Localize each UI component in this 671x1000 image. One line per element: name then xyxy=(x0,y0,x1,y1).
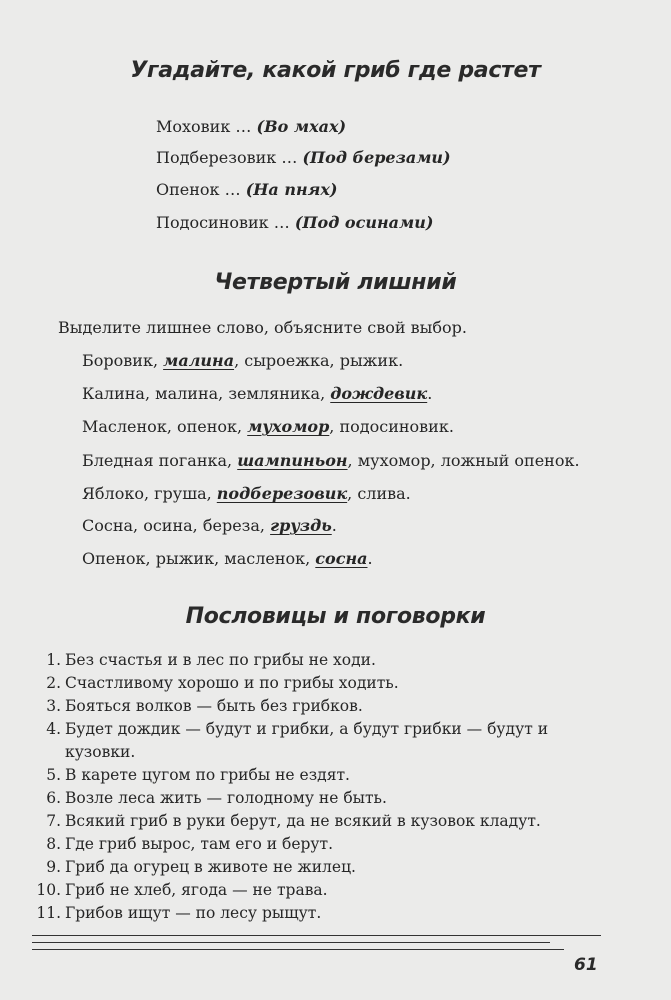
proverb-item: 2. Счастливому хорошо и по грибы ходить. xyxy=(30,673,399,693)
proverb-number: 10. xyxy=(36,881,61,899)
proverb-item: 8. Где гриб вырос, там его и берут. xyxy=(30,834,333,854)
odd-one-out-row: Масленок, опенок, мухомор, подосиновик. xyxy=(82,417,454,436)
guess-item: Подберезовик … (Под березами) xyxy=(156,148,451,167)
proverb-item: 6. Возле леса жить — голодному не быть. xyxy=(30,788,387,808)
section-title-odd-one-out: Четвертый лишний xyxy=(214,270,457,295)
guess-answer: (На пнях) xyxy=(245,180,338,199)
section-title-proverbs: Пословицы и поговорки xyxy=(185,604,486,629)
odd-word: мухомор xyxy=(247,417,330,436)
odd-one-out-row: Калина, малина, земляника, дождевик. xyxy=(82,384,433,403)
proverb-number: 1. xyxy=(46,651,61,669)
proverb-item: 9. Гриб да огурец в животе не жилец. xyxy=(30,857,356,877)
odd-word: шампиньон xyxy=(237,451,348,470)
proverb-number: 4. xyxy=(46,720,61,738)
odd-one-out-row: Бледная поганка, шампиньон, мухомор, ложный опенок. xyxy=(82,451,580,470)
proverb-number: 6. xyxy=(46,789,61,807)
proverb-number: 5. xyxy=(46,766,61,784)
odd-word: малина xyxy=(163,351,235,370)
proverb-number: 2. xyxy=(46,674,61,692)
odd-one-out-row: Опенок, рыжик, масленок, сосна. xyxy=(82,549,373,568)
odd-word: груздь xyxy=(270,516,332,535)
proverb-item: 11. Грибов ищут — по лесу рыщут. xyxy=(30,903,321,923)
proverb-item: 4. Будет дождик — будут и грибки, а будут грибки — будут и xyxy=(30,719,548,739)
proverb-item: 10. Гриб не хлеб, ягода — не трава. xyxy=(30,880,328,900)
odd-one-out-row: Сосна, осина, береза, груздь. xyxy=(82,516,337,535)
proverb-number: 11. xyxy=(36,904,61,922)
section-title-guess-mushroom: Угадайте, какой гриб где растет xyxy=(130,58,541,83)
proverb-continuation: кузовки. xyxy=(65,743,136,761)
footer-rule-bottom xyxy=(32,949,564,950)
proverb-item: 1. Без счастья и в лес по грибы не ходи. xyxy=(30,650,376,670)
odd-word: дождевик xyxy=(330,384,428,403)
proverb-number: 3. xyxy=(46,697,61,715)
proverb-item: 5. В карете цугом по грибы не ездят. xyxy=(30,765,350,785)
odd-word: сосна xyxy=(315,549,368,568)
proverb-number: 7. xyxy=(46,812,61,830)
odd-one-out-instruction: Выделите лишнее слово, объясните свой выбор. xyxy=(58,318,467,337)
guess-item: Подосиновик … (Под осинами) xyxy=(156,213,434,232)
guess-item: Моховик … (Во мхах) xyxy=(156,117,347,136)
footer-rule-middle xyxy=(32,942,550,943)
odd-one-out-row: Яблоко, груша, подберезовик, слива. xyxy=(82,484,411,503)
guess-answer: (Под осинами) xyxy=(294,213,434,232)
footer-rule-top xyxy=(32,935,601,936)
odd-word: подберезовик xyxy=(216,484,348,503)
proverb-number: 9. xyxy=(46,858,61,876)
page-number: 61 xyxy=(574,955,598,975)
guess-answer: (Во мхах) xyxy=(256,117,347,136)
guess-item: Опенок … (На пнях) xyxy=(156,180,338,199)
proverb-number: 8. xyxy=(46,835,61,853)
guess-answer: (Под березами) xyxy=(302,148,451,167)
proverb-item: 3. Бояться волков — быть без грибков. xyxy=(30,696,363,716)
proverb-item: 7. Всякий гриб в руки берут, да не всякий в кузовок кладут. xyxy=(30,811,541,831)
odd-one-out-row: Боровик, малина, сыроежка, рыжик. xyxy=(82,351,404,370)
